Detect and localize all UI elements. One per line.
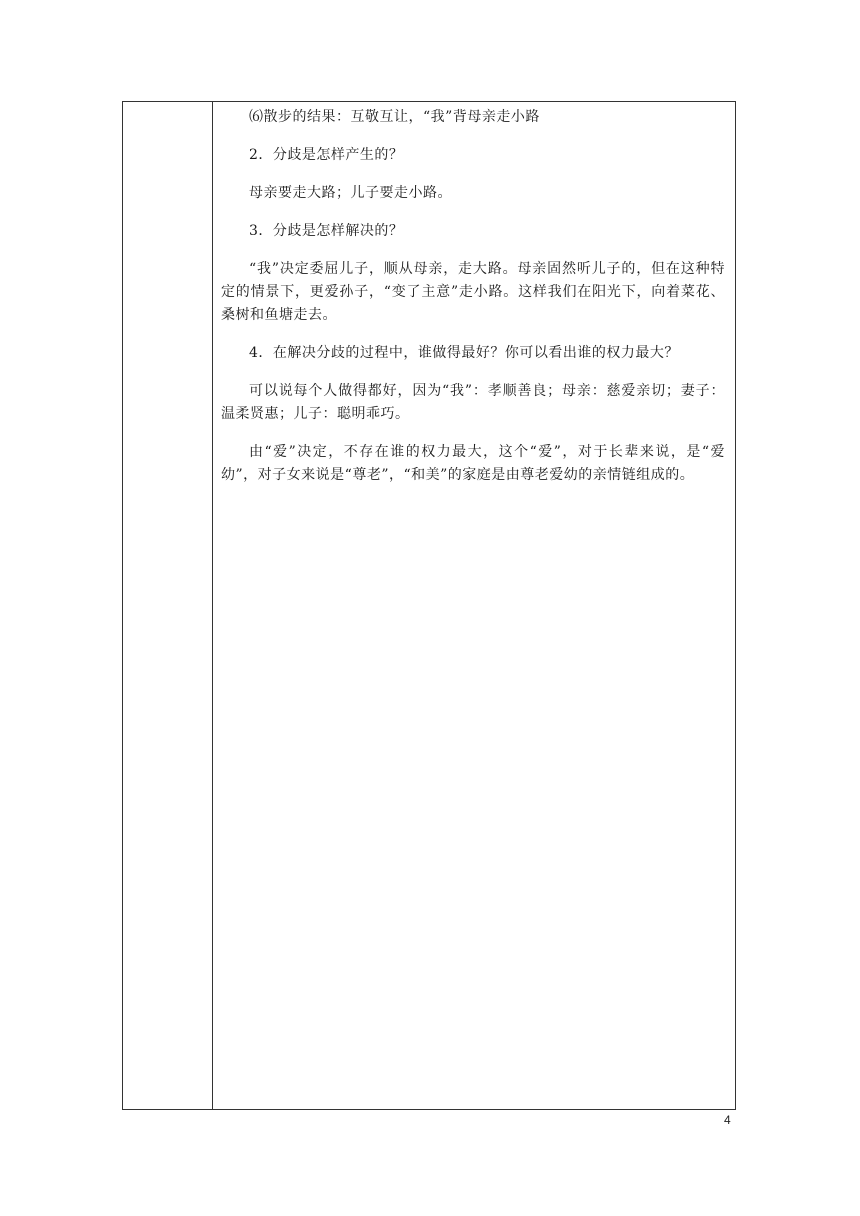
answer-3-paragraph: “我”决定委屈儿子，顺从母亲，走大路。母亲固然听儿子的，但在这种特定的情景下，更爱孙子，“变了主意”走小路。这样我们在阳光下，向着菜花、桑树和鱼塘走去。 (221, 261, 725, 323)
question-3-heading: 3．分歧是怎样解决的？ (249, 223, 404, 239)
paragraph-walk-result: ⑹散步的结果：互敬互让，“我”背母亲走小路 (249, 109, 540, 125)
content-table (122, 101, 736, 1110)
answer-2-paragraph: 母亲要走大路；儿子要走小路。 (249, 185, 452, 201)
right-column-cell (213, 102, 735, 1109)
conclusion-paragraph: 由“爱”决定，不存在谁的权力最大，这个“爱”，对于长辈来说，是“爱幼”，对子女来说是“尊老”，“和美”的家庭是由尊老爱幼的亲情链组成的。 (221, 444, 725, 483)
left-column-cell (123, 102, 213, 1109)
page-number: 4 (724, 1113, 731, 1127)
question-4-heading: 4．在解决分歧的过程中，谁做得最好？你可以看出谁的权力最大？ (249, 345, 679, 361)
answer-4-paragraph: 可以说每个人做得都好，因为“我”：孝顺善良；母亲：慈爱亲切；妻子：温柔贤惠；儿子：聪明乖巧。 (221, 383, 725, 422)
question-2-heading: 2．分歧是怎样产生的？ (249, 147, 404, 163)
